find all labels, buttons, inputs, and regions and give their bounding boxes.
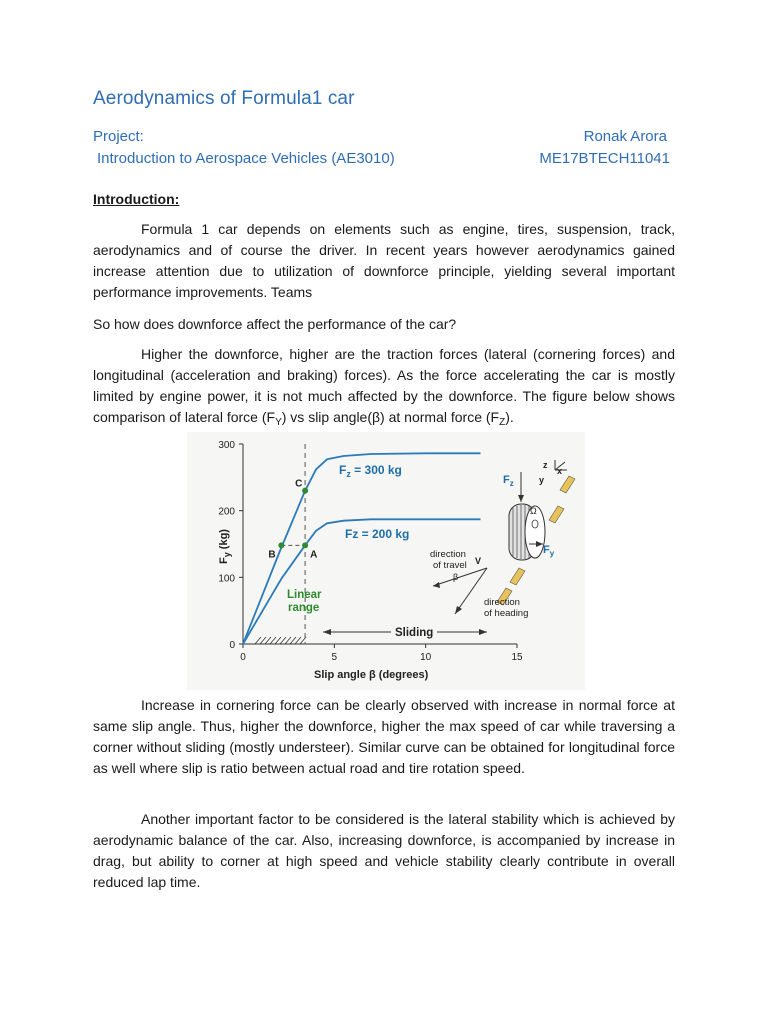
y-tick-label: 300 bbox=[218, 440, 235, 451]
point-label-B: B bbox=[268, 549, 276, 561]
triad-x: x bbox=[557, 466, 563, 476]
sliding-arrowhead-left bbox=[323, 629, 331, 635]
project-label: Project: bbox=[93, 128, 144, 145]
x-ticks bbox=[240, 644, 523, 663]
direction-travel-2: of travel bbox=[433, 560, 467, 571]
paragraph-3-mid: ) vs slip angle(β) at normal force (F bbox=[281, 409, 500, 425]
point-B bbox=[278, 542, 284, 548]
meta-row-project bbox=[93, 128, 673, 145]
paragraph-3 bbox=[93, 344, 675, 433]
x-tick-label: 15 bbox=[511, 652, 523, 663]
beta-label: β bbox=[453, 572, 459, 582]
label-linear-range: Linear bbox=[287, 589, 322, 601]
paragraph-2: So how does downforce affect the performance of the car? bbox=[93, 316, 457, 332]
direction-heading-1: direction bbox=[484, 597, 520, 608]
roll-number: ME17BTECH11041 bbox=[539, 150, 670, 167]
x-tick-label: 10 bbox=[420, 652, 432, 663]
paragraph-3-main: Higher the downforce, higher are the traction forces (lateral (cornering forces) and longitudinal (acceleration and braking) forces). As the force accelerating the car is mostly limited by engine power, it is not much affected by the downforce. The figure below shows comparison of lateral force (F bbox=[93, 346, 675, 425]
direction-travel-1: direction bbox=[430, 549, 466, 560]
point-label-A: A bbox=[310, 549, 318, 561]
label-fz-200: Fz = 200 kg bbox=[345, 527, 410, 541]
course-name: Introduction to Aerospace Vehicles (AE3010) bbox=[97, 150, 395, 167]
triad-y: y bbox=[539, 475, 545, 485]
lateral-force-chart bbox=[187, 432, 585, 690]
sliding-arrowhead-right bbox=[479, 629, 487, 635]
paragraph-1: Formula 1 car depends on elements such as engine, tires, suspension, track, aerodynamics and of course the driver. In recent years however aerodynamics gained increase attention due to utilization of downforce principle, yielding several important performance improvements. Teams bbox=[93, 221, 675, 300]
document-title: Aerodynamics of Formula1 car bbox=[93, 88, 355, 109]
x-tick-label: 5 bbox=[331, 652, 338, 663]
x-axis-label: Slip angle β (degrees) bbox=[314, 669, 429, 681]
tire-fy-label: $F_y$ bbox=[543, 544, 555, 558]
y-tick-label: 0 bbox=[229, 640, 235, 651]
y-tick-label: 100 bbox=[218, 573, 235, 585]
fz-subscript: Z bbox=[499, 417, 506, 428]
meta-row-course bbox=[93, 150, 673, 167]
triad-z: z bbox=[543, 460, 548, 470]
direction-heading-2: of heading bbox=[484, 608, 529, 619]
paragraph-5: Another important factor to be considered is the lateral stability which is achieved by aerodynamic balance of the car. Also, increasing downforce, is accompanied by increase in drag, but ability to corner at high speed and vehicle stability clearly contribute in overall reduced lap time. bbox=[93, 811, 675, 890]
x-tick-label: 0 bbox=[240, 652, 246, 663]
ground-hatch bbox=[255, 637, 306, 644]
omega-label: Ω bbox=[530, 506, 537, 516]
paragraph-3-end: ). bbox=[505, 409, 514, 425]
label-sliding: Sliding bbox=[395, 627, 434, 639]
label-fz-300: $F_z = 300$ kg bbox=[339, 463, 402, 479]
y-axis-label: $F_y$ (kg) bbox=[218, 529, 232, 564]
chart-svg bbox=[187, 432, 585, 690]
v-label: V bbox=[475, 556, 482, 566]
y-tick-label: 200 bbox=[218, 506, 235, 518]
fy-subscript: Y bbox=[275, 417, 282, 428]
paragraph-4: Increase in cornering force can be clearly observed with increase in normal force at same slip angle. Thus, higher the downforce, higher the max speed of car while traversing a corner without sliding (mostly understeer). Similar curve can be obtained for longitudinal force as well where slip is ratio between actual road and tire rotation speed. bbox=[93, 697, 675, 776]
tire-diagram bbox=[430, 460, 575, 619]
label-linear-range-2: range bbox=[288, 602, 320, 614]
section-heading: Introduction: bbox=[93, 191, 180, 207]
point-label-C: C bbox=[295, 478, 303, 490]
point-A bbox=[302, 542, 308, 548]
author-name: Ronak Arora bbox=[583, 128, 667, 145]
tire-fz-label: $F_z$ bbox=[503, 474, 514, 488]
point-C bbox=[302, 488, 308, 494]
